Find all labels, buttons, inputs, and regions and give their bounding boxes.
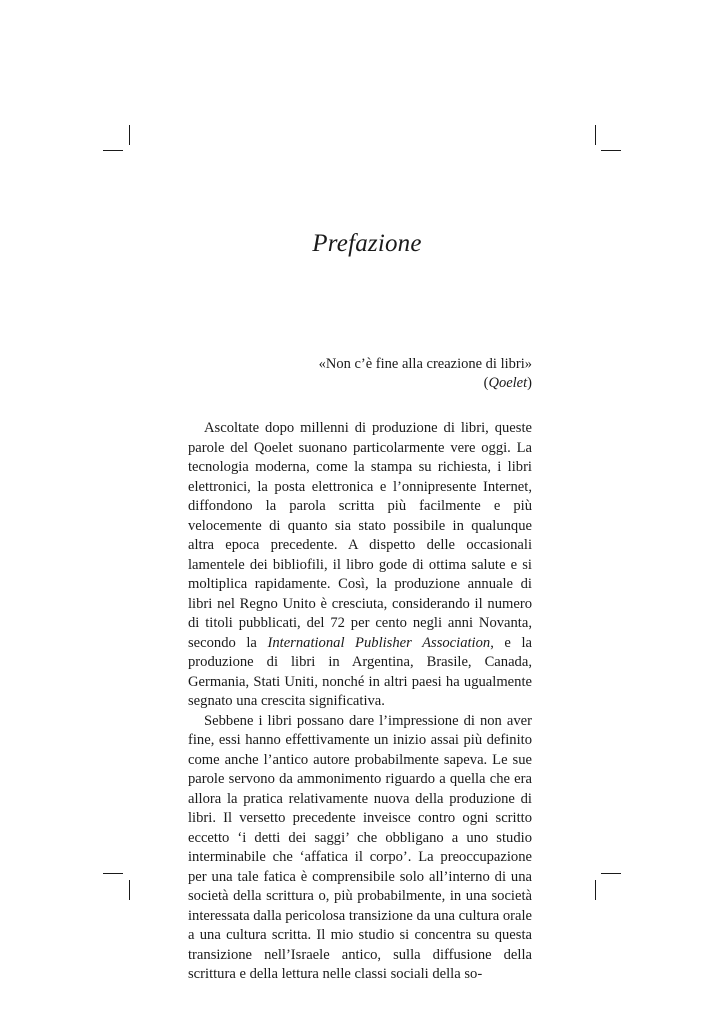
page-title: Prefazione [312,230,422,257]
paragraph-1-italic-citation: International Publisher Association [267,634,491,651]
crop-mark-top-right-vertical [595,125,596,145]
body-text [188,419,532,985]
epigraph-quote: «Non c’è fine alla creazione di libri» [318,356,532,372]
paragraph-1-part-3: , e la produzione di libri in Argentina, Brasile, Canada, Germania, Stati Uniti, nonché in altri paesi ha ugualmente segnato una crescita significativa. [188,634,532,709]
epigraph-source [300,374,532,393]
epigraph-source-open: ( [483,375,489,391]
crop-mark-bottom-right-horizontal [601,873,621,874]
epigraph [300,355,532,393]
crop-mark-top-left-vertical [129,125,130,145]
crop-mark-bottom-left-vertical [129,880,130,900]
crop-mark-top-left-horizontal [103,150,123,151]
paragraph-1-part-1: Ascoltate dopo millenni di produzione di libri, queste parole del Qoelet suonano particolarmente vere oggi. La tecnologia moderna, come la stampa su richiesta, i libri elettronici, la posta elettronica e l’onnipresente Internet, diffondono la parola scritta più facilmente e più velocemente di quanto sia stato possibile in qualunque altra epoca precedente. A dispetto delle occasionali lamentele dei bibliofili, il libro gode di ottima salute e si moltiplica rapidamente. Così, la produzione annuale di libri nel Regno Unito è cresciuta, considerando il numero di titoli pubblicati, del 72 per cento negli anni Novanta, secondo la [188,420,532,651]
epigraph-source-name: Qoelet [488,375,528,391]
epigraph-source-close: ) [527,375,532,391]
crop-mark-top-right-horizontal [601,150,621,151]
paragraph-2: Sebbene i libri possano dare l’impressione di non aver fine, essi hanno effettivamente un inizio assai più definito come anche l’antico autore probabilmente sapeva. Le sue parole servono da ammonimento riguardo a quella che era allora la pratica relativamente nuova della produzione di libri. Il versetto precedente inveisce contro ogni scritto eccetto ‘i detti dei saggi’ che obbligano a uno studio interminabile che ‘affatica il corpo’. La preoccupazione per una tale fatica è comprensibile solo all’interno di una società della scrittura o, più probabilmente, in una società interessata dalla pericolosa transizione da una cultura orale a una cultura scritta. Il mio studio si concentra su questa transizione nell’Israele antico, sulla diffusione della scrittura e della lettura nelle classi sociali della so- [188,712,533,982]
crop-mark-bottom-left-horizontal [103,873,123,874]
crop-mark-bottom-right-vertical [595,880,596,900]
paragraph-1 [188,419,532,712]
